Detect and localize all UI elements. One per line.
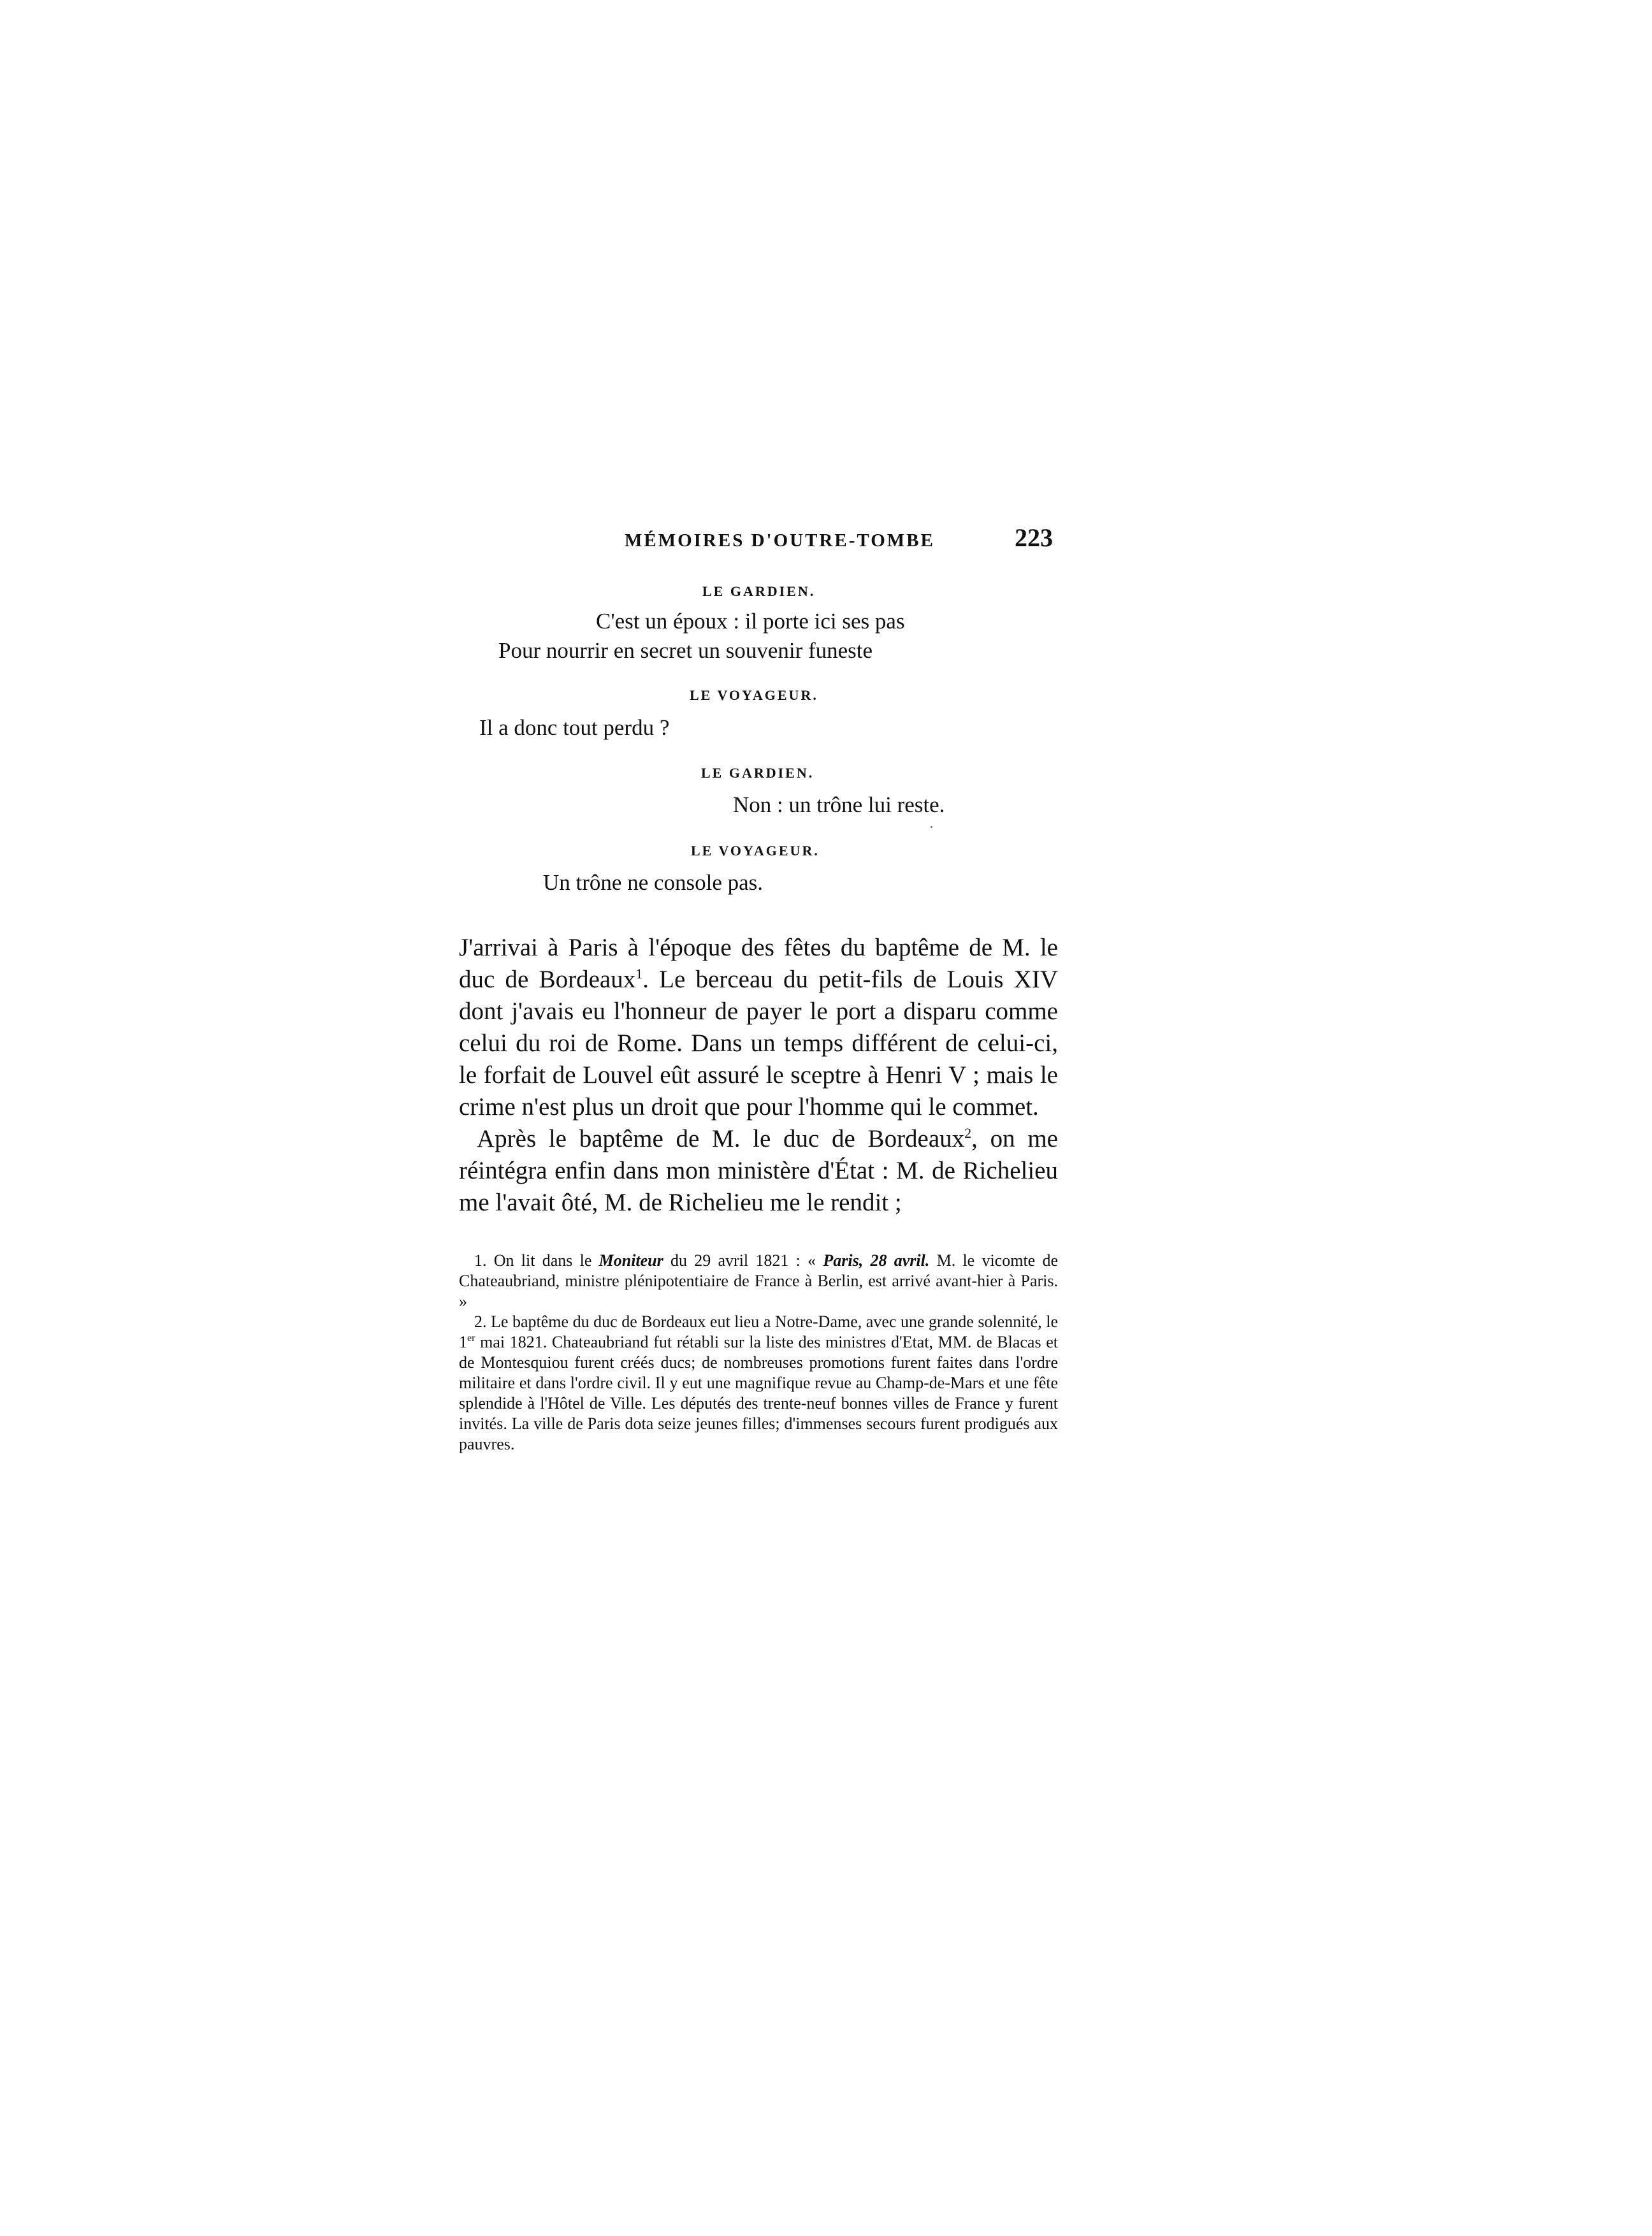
paragraph: J'arrivai à Paris à l'époque des fêtes du baptême de M. le duc de Bordeaux$^1$. Le berceau du petit-fils de Louis XIV dont j'avais eu l'honneur de payer le port a disparu comme celui du roi de Rome. Dans un temps différent de celui-ci, le forfait de Louvel eût assuré le sceptre à Henri V ; mais le crime n'est plus un droit que pour l'homme qui le commet.	[459, 934, 1058, 1121]
footnotes	[459, 1251, 1058, 1455]
footnote-ref: 2	[964, 1125, 972, 1141]
verse-line: Non : un trône lui reste.	[733, 792, 945, 817]
verse-line: Un trône ne console pas.	[543, 870, 764, 895]
verse-line: Il a donc tout perdu ?	[479, 715, 670, 740]
footnote-ref: 1	[635, 966, 643, 982]
print-speck	[931, 826, 932, 828]
speaker-label: LE VOYAGEUR.	[691, 843, 820, 859]
footnote: 2. Le baptême du duc de Bordeaux eut lieu a Notre-Dame, avec une grande solennité, le 1er mai 1821. Chateaubriand fut rétabli sur la liste des ministres d'Etat, MM. de Blacas et de Montesquiou furent créés ducs; de nombreuses promotions furent faites dans l'ordre militaire et dans l'ordre civil. Il y eut une magnifique revue au Champ-de-Mars et une fête splendide à l'Hôtel de Ville. Les députés des trente-neuf bonnes villes de France y furent invités. La ville de Paris dota seize jeunes filles; d'immenses secours furent prodigués aux pauvres.	[459, 1312, 1059, 1453]
running-title: MÉMOIRES D'OUTRE-TOMBE	[625, 530, 935, 551]
speaker-label: LE GARDIEN.	[702, 583, 816, 599]
speaker-label: LE VOYAGEUR.	[690, 687, 818, 703]
speaker-label: LE GARDIEN.	[701, 765, 815, 781]
verse-line: C'est un époux : il porte ici ses pas	[596, 609, 905, 634]
body-text	[459, 932, 1058, 1219]
paragraph: Après le baptême de M. le duc de Bordeaux$^2$, on me réintégra enfin dans mon ministère d'État : M. de Richelieu me l'avait ôté, M. de Richelieu me le rendit ;	[459, 1125, 1058, 1216]
footnote: 1. On lit dans le Moniteur du 29 avril 1821 : « Paris, 28 avril. M. le vicomte de Chateaubriand, ministre plénipotentiaire de France à Berlin, est arrivé avant-hier à Paris. »	[459, 1251, 1058, 1310]
page-number: 223	[1015, 523, 1053, 552]
verse-line: Pour nourrir en secret un souvenir funeste	[498, 638, 873, 663]
